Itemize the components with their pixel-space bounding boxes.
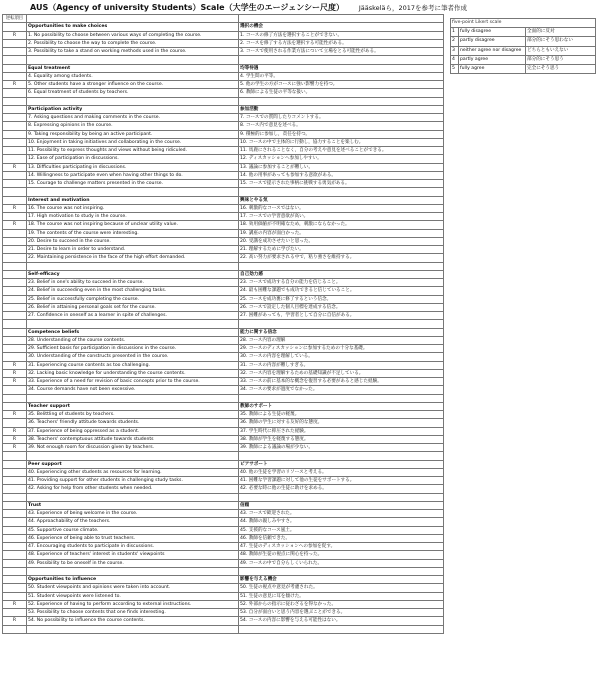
section-header-row [3,328,444,336]
reverse-flag [3,543,27,551]
reverse-flag [3,345,27,353]
likert-title: five-point Likert scale [451,19,596,28]
item-text-ja: 28. コース内容の理解 [239,336,444,344]
item-text-ja: 7. コースでの質問したりコメントする。 [239,114,444,122]
section-title-en: Trust [27,501,239,509]
item-text-en: 46. Experience of being able to trust teachers. [27,534,239,542]
item-text-ja: 37. 学生時代に抑圧された経験。 [239,427,444,435]
item-text-ja: 38. 教師が学生を軽蔑する態度。 [239,435,444,443]
reverse-flag [3,526,27,534]
likert-label-ja: 完全にそう思う [526,64,596,73]
item-text-ja: 27. 困難があっても，学習者として自分に自信がある。 [239,312,444,320]
reverse-flag [3,171,27,179]
likert-label-ja: 全面的に反対 [526,28,596,37]
section-title-en: Competence beliefs [27,328,239,336]
item-text-en: 17. High motivation to study in the course. [27,213,239,221]
source-note: Jääskeläら，2017を参考に筆者作成 [358,4,467,12]
item-text-ja: 39. 教師による議論の場が少ない。 [239,444,444,452]
reverse-flag [3,254,27,262]
item-text-ja: 34. コースの要求が過度でなかった。 [239,386,444,394]
item-text-en: 26. Belief in attaining personal goals set for the course. [27,303,239,311]
section-title-ja: 教師のサポート [239,402,444,410]
item-row [3,221,444,229]
reverse-flag: R [3,361,27,369]
section-title-ja: ピアサポート [239,460,444,468]
reverse-flag [3,48,27,56]
item-text-en: 5. Other students have a stronger influence on the course. [27,81,239,89]
item-text-ja: 26. コースで設定した個人目標を達成する信念。 [239,303,444,311]
item-text-ja: 1. コースの修了方法を選択することができない。 [239,31,444,39]
item-text-ja: 31. コースの内容が難しすぎる。 [239,361,444,369]
item-row [3,435,444,443]
item-row [3,130,444,138]
section-header-row [3,23,444,31]
item-text-en: 28. Understanding of the course contents. [27,336,239,344]
item-text-ja: 2. コースを修了する方法を選択する可能性がある。 [239,39,444,47]
item-row [3,551,444,559]
item-row [3,312,444,320]
item-text-ja: 10. コースの中で主体的に行動し，協力することを楽しむ。 [239,138,444,146]
item-row [3,584,444,592]
item-text-en: 40. Experiencing other students as resources for learning. [27,468,239,476]
item-row [3,246,444,254]
item-text-ja: 45. 支援的なコース風土。 [239,526,444,534]
item-text-en: 33. Experience of a need for revision of basic concepts prior to the course. [27,378,239,386]
item-text-ja: 53. 自分が面白いと思う内容を選ぶことができる。 [239,609,444,617]
reverse-flag: R [3,427,27,435]
section-header-row [3,501,444,509]
item-row [3,361,444,369]
item-text-ja: 47. 生徒のディスカッションへの参加を促す。 [239,543,444,551]
item-row [3,89,444,97]
item-text-en: 4. Equality among students. [27,72,239,80]
section-title-ja: 参加活動 [239,105,444,113]
item-row [3,609,444,617]
item-row [3,147,444,155]
item-row [3,477,444,485]
reverse-flag: R [3,221,27,229]
likert-label-en: fully disagree [459,28,526,37]
item-text-ja: 22. 高い努力が要求される中で，粘り強さを維持する。 [239,254,444,262]
reverse-flag [3,584,27,592]
item-text-en: 31. Experiencing course contents as too challenging. [27,361,239,369]
reverse-flag [3,229,27,237]
item-text-en: 16. The course was not inspiring. [27,204,239,212]
spacer-row [3,394,444,402]
item-row [3,237,444,245]
item-text-ja: 4. 学生間の平等。 [239,72,444,80]
item-row [3,534,444,542]
reverse-flag: R [3,444,27,452]
item-row [3,336,444,344]
item-row [3,378,444,386]
item-text-en: 34. Course demands have not been excessive. [27,386,239,394]
item-row [3,419,444,427]
item-row [3,254,444,262]
likert-option-row [451,55,596,64]
spacer-row [3,262,444,270]
item-text-en: 42. Asking for help from other students when needed. [27,485,239,493]
section-title-ja: 興味とやる気 [239,196,444,204]
item-row [3,155,444,163]
reverse-flag [3,279,27,287]
item-text-ja: 42. 必要な時に他の生徒に助けを求める。 [239,485,444,493]
item-text-en: 29. Sufficient basis for participation in discussions in the course. [27,345,239,353]
section-title-en: Equal treatment [27,64,239,72]
item-row [3,31,444,39]
reverse-flag [3,155,27,163]
item-row [3,468,444,476]
reverse-flag [3,510,27,518]
item-text-ja: 12. ディスカッションへ参加しやすい。 [239,155,444,163]
section-header-row [3,270,444,278]
reverse-flag [3,237,27,245]
item-text-en: 30. Understanding of the constructs presented in the course. [27,353,239,361]
likert-number: 3 [451,46,459,55]
reverse-flag [3,386,27,394]
item-text-en: 22. Maintaining persistence in the face of the high effort demanded. [27,254,239,262]
reverse-header: 逆転項目 [3,15,27,23]
reverse-flag [3,534,27,542]
section-title-en: Self-efficacy [27,270,239,278]
item-row [3,204,444,212]
reverse-flag [3,246,27,254]
spacer-row [3,56,444,64]
section-title-en: Peer support [27,460,239,468]
item-text-en: 53. Possibility to choose contents that one finds interesting. [27,609,239,617]
item-row [3,485,444,493]
item-text-ja: 52. 外部からの指示に従わざるを得なかった。 [239,600,444,608]
section-title-ja: 均等待遇 [239,64,444,72]
spacer-row [3,320,444,328]
reverse-flag: R [3,378,27,386]
item-text-en: 19. The contents of the course were interesting. [27,229,239,237]
section-header-row [3,460,444,468]
item-row [3,411,444,419]
reverse-flag [3,138,27,146]
reverse-flag: R [3,31,27,39]
item-text-en: 36. Teachers' friendly attitude towards students. [27,419,239,427]
item-text-en: 23. Belief in one's ability to succeed in the course. [27,279,239,287]
section-title-en: Participation activity [27,105,239,113]
section-title-ja: 信頼 [239,501,444,509]
reverse-flag [3,518,27,526]
item-text-en: 20. Desire to succeed in the course. [27,237,239,245]
item-text-ja: 44. 教師の親しみやすさ。 [239,518,444,526]
item-text-en: 21. Desire to learn in order to understand. [27,246,239,254]
item-text-en: 45. Supportive course climate. [27,526,239,534]
item-text-ja: 21. 理解するために学びたい。 [239,246,444,254]
item-text-en: 9. Taking responsibility by being an active participant. [27,130,239,138]
item-row [3,427,444,435]
item-text-ja: 36. 教師の学生に対する友好的な態度。 [239,419,444,427]
reverse-flag: R [3,411,27,419]
section-header-row [3,64,444,72]
item-text-en: 15. Courage to challenge matters presented in the course. [27,180,239,188]
reverse-flag [3,180,27,188]
item-row [3,180,444,188]
item-text-ja: 51. 生徒の意見に耳を傾けた。 [239,592,444,600]
item-row [3,617,444,625]
item-text-ja: 5. 他の学生の方がコースに強い影響力を持つ。 [239,81,444,89]
item-text-ja: 20. 受講を成功させたいと思った。 [239,237,444,245]
item-text-en: 39. Not enough room for discussion given by teachers. [27,444,239,452]
item-row [3,39,444,47]
reverse-flag [3,303,27,311]
likert-legend [450,18,596,74]
item-row [3,369,444,377]
item-text-ja: 29. コースのディスカッションに参加するための十分な基礎。 [239,345,444,353]
item-text-en: 10. Enjoyment in taking initiatives and collaborating in the course. [27,138,239,146]
section-title-en: Opportunities to influence [27,576,239,584]
item-text-ja: 32. コース内容を理解するための基礎知識が不足している。 [239,369,444,377]
item-text-en: 8. Expressing opinions in the course. [27,122,239,130]
reverse-flag [3,592,27,600]
item-row [3,353,444,361]
reverse-flag: R [3,81,27,89]
item-row [3,279,444,287]
likert-label-ja: どちらともいえない [526,46,596,55]
item-text-en: 54. No possibility to influence the course contents. [27,617,239,625]
item-row [3,559,444,567]
item-text-en: 47. Encouraging students to participate in discussions. [27,543,239,551]
item-text-ja: 54. コースの内容に影響を与える可能性はない。 [239,617,444,625]
reverse-flag: R [3,435,27,443]
item-text-ja: 3. コースで使用される作業方法について立場をとる可能性がある。 [239,48,444,56]
item-text-en: 25. Belief in successfully completing the course. [27,295,239,303]
item-text-en: 1. No possibility to choose between various ways of completing the course. [27,31,239,39]
item-text-en: 50. Student viewpoints and opinions were taken into account. [27,584,239,592]
scale-title: AUS（Agency of university Students）Scale（大学生のエージェンシー尺度） [30,3,345,12]
item-text-en: 18. The course was not inspiring because of unclear utility value. [27,221,239,229]
item-row [3,229,444,237]
item-text-ja: 49. コースの中で自分らしくいられた。 [239,559,444,567]
likert-title-row [451,19,596,28]
item-text-ja: 50. 生徒の視点や意見が考慮された。 [239,584,444,592]
item-text-ja: 13. 議論に参加することが難しい。 [239,163,444,171]
item-text-ja: 6. 教師による生徒の平等な扱い。 [239,89,444,97]
item-text-ja: 23. コースで成功する自分の能力を信じること。 [239,279,444,287]
item-row [3,295,444,303]
item-text-en: 38. Teachers' contemptuous attitude towards students [27,435,239,443]
item-text-ja: 35. 教師による生徒の軽蔑。 [239,411,444,419]
reverse-flag [3,89,27,97]
likert-option-row [451,46,596,55]
item-text-ja: 43. コースで歓迎された。 [239,510,444,518]
reverse-flag [3,130,27,138]
section-title-ja: 自己効力感 [239,270,444,278]
item-text-en: 14. Willingness to participate even when having other things to do. [27,171,239,179]
likert-option-row [451,37,596,46]
item-row [3,526,444,534]
reverse-flag [3,147,27,155]
item-text-en: 2. Possibility to choose the way to complete the course. [27,39,239,47]
section-header-row [3,402,444,410]
section-title-ja: 能力に関する信念 [239,328,444,336]
item-text-en: 49. Possibility to be oneself in the course. [27,559,239,567]
item-text-en: 51. Student viewpoints were listened to. [27,592,239,600]
section-title-ja: 選択の機会 [239,23,444,31]
item-row [3,213,444,221]
spacer-row [3,452,444,460]
item-text-ja: 25. コースを成功裏に修了するという信念。 [239,295,444,303]
item-row [3,114,444,122]
section-title-en: Opportunities to make choices [27,23,239,31]
item-row [3,81,444,89]
reverse-flag [3,39,27,47]
item-row [3,518,444,526]
item-text-ja: 15. コースで提示された事柄に挑戦する勇気がある。 [239,180,444,188]
item-text-en: 52. Experience of having to perform according to external instructions. [27,600,239,608]
item-text-en: 12. Ease of participation in discussions. [27,155,239,163]
reverse-flag [3,485,27,493]
item-row [3,163,444,171]
item-row [3,592,444,600]
item-row [3,287,444,295]
item-text-ja: 19. 講座の内容が面白かった。 [239,229,444,237]
item-text-ja: 46. 教師を信頼できた。 [239,534,444,542]
item-row [3,345,444,353]
likert-label-en: neither agree nor disagree [459,46,526,55]
item-row [3,510,444,518]
reverse-flag: R [3,369,27,377]
section-title-en: Teacher support [27,402,239,410]
section-header-row [3,196,444,204]
item-text-ja: 24. 最も困難な課題でも成功できると信じていること。 [239,287,444,295]
spacer-row [3,188,444,196]
item-text-ja: 41. 困難な学習課題に対して他の生徒をサポートする。 [239,477,444,485]
reverse-flag [3,551,27,559]
reverse-flag [3,609,27,617]
item-text-ja: 11. 馬鹿にされることなく，自分の考えや意見を述べることができる。 [239,147,444,155]
item-text-ja: 17. コースでの学習意欲が高い。 [239,213,444,221]
likert-label-en: partly agree [459,55,526,64]
likert-number: 4 [451,55,459,64]
item-text-ja: 9. 積極的に参加し，責任を持つ。 [239,130,444,138]
item-text-en: 3. Possibility to take a stand on working methods used in the course. [27,48,239,56]
item-text-en: 11. Possibility to express thoughts and views without being ridiculed. [27,147,239,155]
item-row [3,386,444,394]
item-text-ja: 8. コース内で意見を述べる。 [239,122,444,130]
reverse-flag: R [3,163,27,171]
reverse-flag [3,213,27,221]
item-row [3,600,444,608]
item-row [3,303,444,311]
likert-number: 5 [451,64,459,73]
item-row [3,122,444,130]
reverse-flag [3,468,27,476]
reverse-flag [3,295,27,303]
likert-label-en: fully agree [459,64,526,73]
likert-label-en: partly disagree [459,37,526,46]
item-text-en: 37. Experience of being oppressed as a student. [27,427,239,435]
page-title [30,2,467,13]
item-row [3,444,444,452]
likert-label-ja: 部分的にそう思わない [526,37,596,46]
likert-label-ja: 部分的にそう思う [526,55,596,64]
item-text-en: 48. Experience of teachers' interest in students' viewpoints [27,551,239,559]
likert-option-row [451,64,596,73]
item-text-ja: 18. 効用価値が不明確なため，刺激にならなかった。 [239,221,444,229]
reverse-flag [3,559,27,567]
reverse-flag [3,122,27,130]
item-row [3,138,444,146]
item-text-ja: 30. コースの内容を理解している。 [239,353,444,361]
reverse-flag: R [3,204,27,212]
section-header-row [3,105,444,113]
reverse-flag [3,419,27,427]
item-text-en: 32. Lacking basic knowledge for understanding the course contents. [27,369,239,377]
header-row [3,15,444,23]
reverse-flag: R [3,617,27,625]
item-text-en: 24. Belief in succeeding even in the most challenging tasks. [27,287,239,295]
scale-table [2,14,444,634]
item-row [3,543,444,551]
likert-option-row [451,28,596,37]
item-row [3,171,444,179]
item-text-en: 6. Equal treatment of students by teachers. [27,89,239,97]
section-title-ja: 影響を与える機会 [239,576,444,584]
section-title-en: Interest and motivation [27,196,239,204]
item-text-en: 13. Difficulties participating in discussions. [27,163,239,171]
reverse-flag [3,336,27,344]
item-text-ja: 16. 刺激的なコースではない。 [239,204,444,212]
item-text-en: 27. Confidence in oneself as a learner in spite of challenges. [27,312,239,320]
spacer-row [3,625,444,633]
item-text-en: 7. Asking questions and making comments in the course. [27,114,239,122]
reverse-flag [3,72,27,80]
item-text-en: 35. Belittling of students by teachers. [27,411,239,419]
item-text-en: 44. Approachability of the teachers. [27,518,239,526]
reverse-flag [3,477,27,485]
item-text-ja: 14. 他の用事があっても参加する意欲がある。 [239,171,444,179]
item-text-ja: 40. 他の生徒を学習のリソースと考える。 [239,468,444,476]
reverse-flag [3,353,27,361]
item-row [3,72,444,80]
spacer-row [3,567,444,575]
reverse-flag: R [3,600,27,608]
item-text-ja: 33. コースの前に基本的な概念を復習する必要があると感じた経験。 [239,378,444,386]
item-row [3,48,444,56]
section-header-row [3,576,444,584]
spacer-row [3,97,444,105]
reverse-flag [3,114,27,122]
reverse-flag [3,312,27,320]
likert-number: 1 [451,28,459,37]
item-text-en: 41. Providing support for other students in challenging study tasks. [27,477,239,485]
reverse-flag [3,287,27,295]
item-text-ja: 48. 教師が生徒の視点に関心を持った。 [239,551,444,559]
item-text-en: 43. Experience of being welcome in the course. [27,510,239,518]
spacer-row [3,493,444,501]
likert-number: 2 [451,37,459,46]
